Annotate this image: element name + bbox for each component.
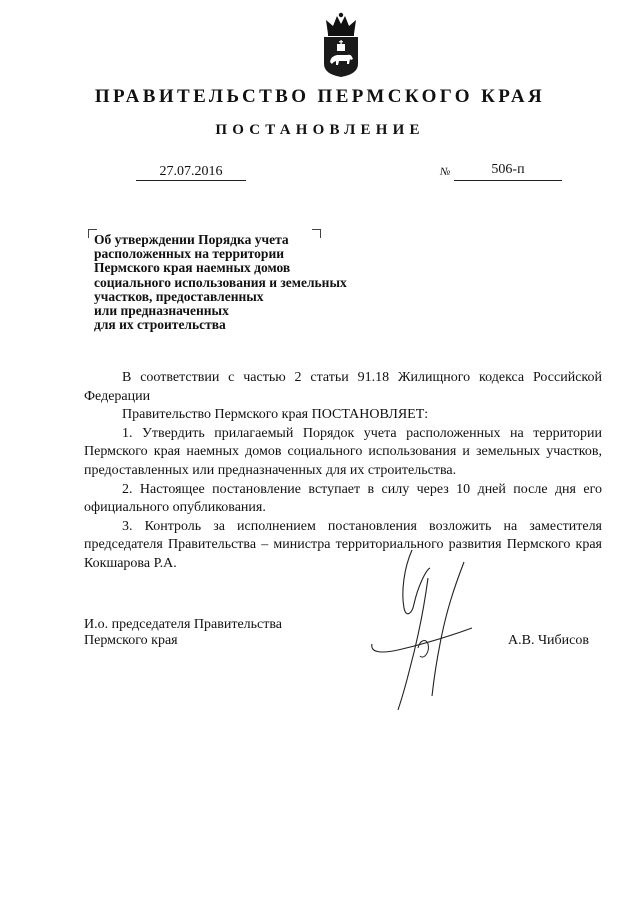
body-paragraph: Правительство Пермского края ПОСТАНОВЛЯЕТ:	[122, 407, 429, 423]
body-paragraph: 2. Настоящее постановление вступает в силу через 10 дней после дня его официального опубликования.	[84, 481, 602, 516]
document-date: 27.07.2016	[159, 164, 223, 179]
document-body	[84, 369, 602, 574]
handwritten-signature	[368, 548, 478, 718]
subject-line: участков, предоставленных	[94, 288, 264, 304]
number-sign: №	[440, 166, 451, 178]
document-type-title: ПОСТАНОВЛЕНИЕ	[215, 122, 425, 138]
subject-line: или предназначенных	[94, 303, 229, 319]
body-paragraph: 3. Контроль за исполнением постановления возложить на заместителя председателя Правительства – министра территориального развития Пермского края Кокшарова Р.А.	[84, 518, 602, 571]
body-paragraph: В соответствии с частью 2 статьи 91.18 Жилищного кодекса Российской Федерации	[84, 370, 602, 404]
signatory-position-line: Пермского края	[84, 633, 178, 648]
organization-title: ПРАВИТЕЛЬСТВО ПЕРМСКОГО КРАЯ	[94, 86, 546, 107]
signatory-position-line: И.о. председателя Правительства	[84, 617, 283, 632]
coat-of-arms-emblem	[318, 12, 364, 78]
body-paragraph: 1. Утвердить прилагаемый Порядок учета расположенных на территории Пермского края наемных домов социального использования и земельных участков, предоставленных или предназначенных для их строительства.	[84, 425, 602, 478]
subject-line: для их строительства	[94, 317, 226, 333]
subject-line: Пермского края наемных домов	[94, 260, 291, 276]
document-subject	[94, 233, 404, 332]
document-number: 506-п	[491, 162, 525, 177]
subject-line: Об утверждении Порядка учета	[94, 232, 289, 247]
signatory-position	[84, 617, 282, 649]
subject-line: социального использования и земельных	[94, 274, 347, 290]
signatory-name: А.В. Чибисов	[508, 633, 589, 648]
subject-line: расположенных на территории	[94, 246, 285, 262]
